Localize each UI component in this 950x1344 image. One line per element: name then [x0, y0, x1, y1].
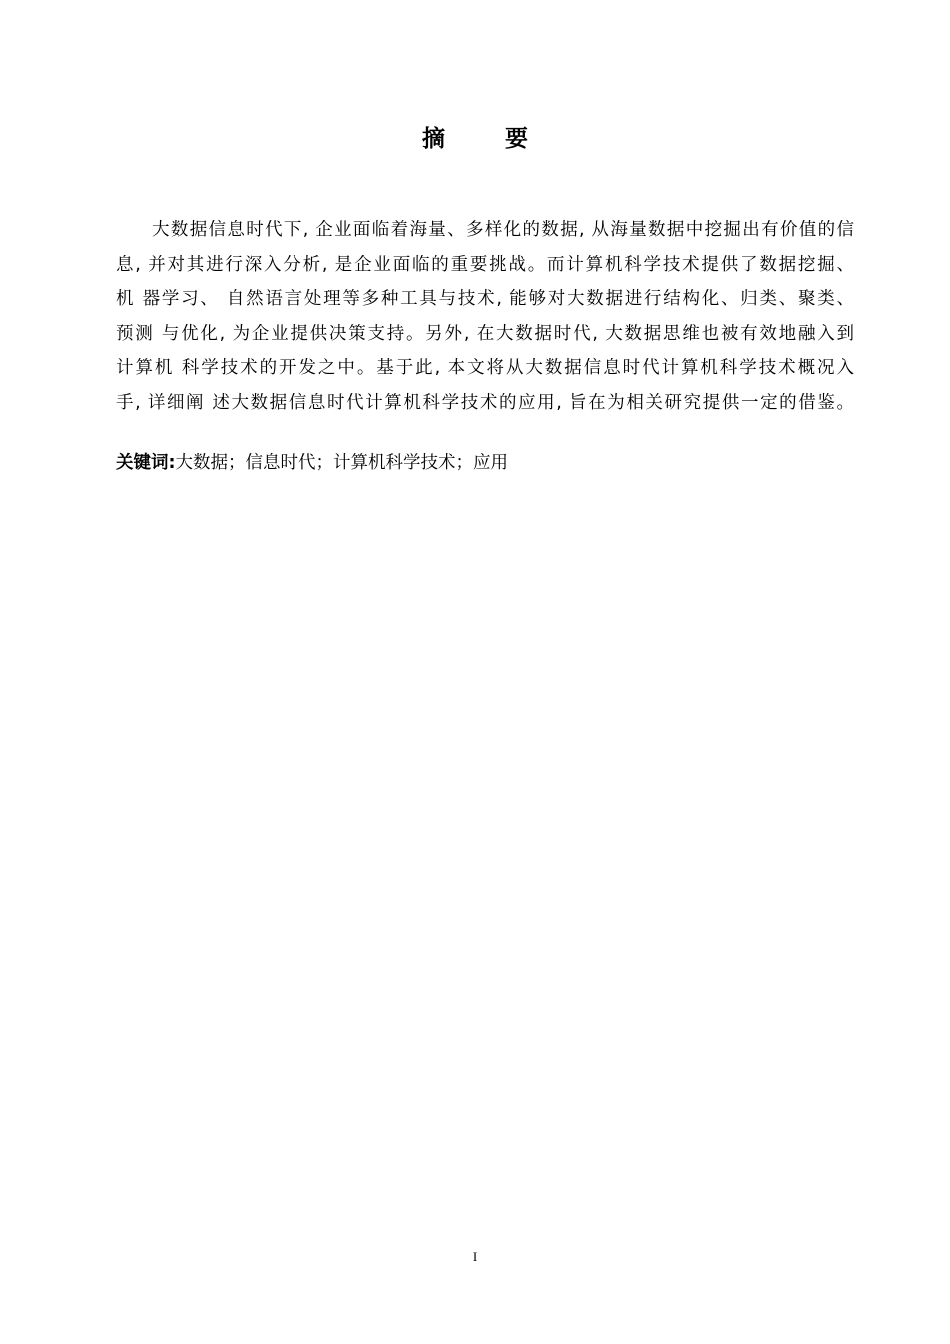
keywords-label: 关键词: [116, 453, 176, 473]
keywords-value: 大数据；信息时代；计算机科学技术；应用 [175, 453, 508, 473]
abstract-body [116, 213, 854, 421]
abstract-line: 手, 详细阐 述大数据信息时代计算机科学技术的应用, 旨在为相关研究提供一定的借鉴。 [116, 392, 854, 413]
abstract-line: 机 器学习、 自然语言处理等多种工具与技术, 能够对大数据进行结构化、归类、聚类、 [116, 289, 854, 310]
keywords [116, 446, 508, 480]
abstract-line: 大数据信息时代下, 企业面临着海量、多样化的数据, 从海量数据中挖掘出有价值的信 [152, 220, 854, 240]
abstract-line: 息, 并对其进行深入分析, 是企业面临的重要挑战。而计算机科学技术提供了数据挖掘、 [116, 254, 854, 275]
page-number: I [472, 1249, 478, 1264]
abstract-title: 摘 要 [421, 126, 554, 152]
abstract-line: 预测 与优化, 为企业提供决策支持。另外, 在大数据时代, 大数据思维也被有效地融入到 [116, 323, 854, 344]
abstract-line: 计算机 科学技术的开发之中。基于此, 本文将从大数据信息时代计算机科学技术概况入 [116, 358, 854, 379]
